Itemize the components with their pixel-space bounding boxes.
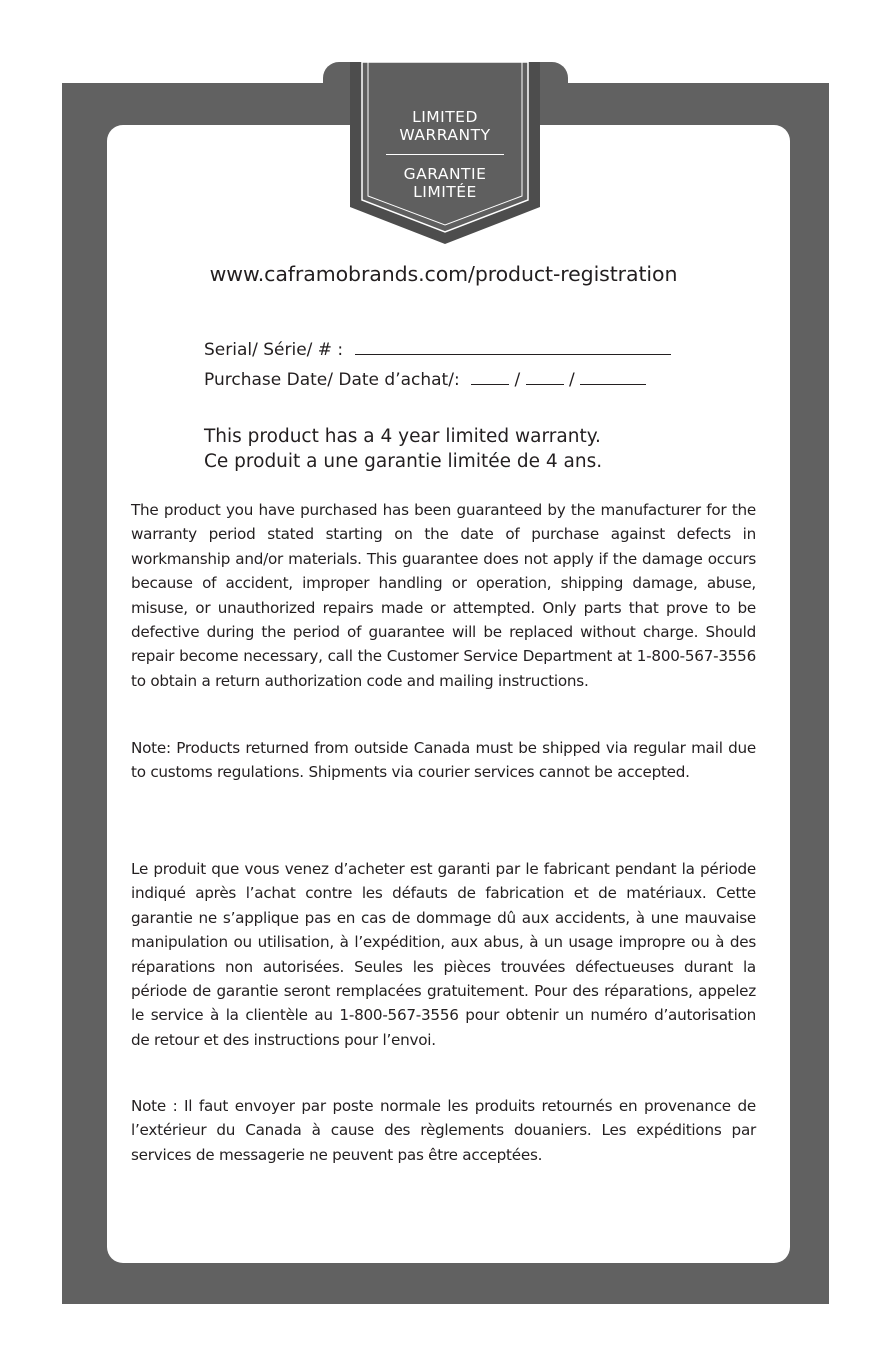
warranty-terms-fr: Le produit que vous venez d’acheter est garanti par le fabricant pendant la période indiqué après l’achat contre les défauts de fabrication et de matériaux. Cette garantie ne s’applique pas en cas de dommage dû aux accidents, à une mauvaise manipulation ou utilisation, à l’expédition, aux abus, à un usage impropre ou à des réparations non autorisées. Seules les pièces trouvées défectueuses durant la période de garantie seront remplacées gratuitement. Pour des réparations, appelez le service à la clientèle au 1-800-567-3556 pour obtenir un numéro d’autorisation de retour et des instructions pour l’envoi. (131, 860, 756, 1049)
warranty-badge (340, 62, 550, 262)
serial-blank-line[interactable] (355, 340, 671, 355)
warranty-statement-fr: Ce produit a une garantie limitée de 4 ans. (204, 451, 603, 472)
warranty-card (107, 125, 790, 1263)
date-day-blank[interactable] (471, 370, 509, 385)
serial-label: Serial/ Série/ # : (204, 340, 344, 360)
badge-line-limitee: LIMITÉE (413, 183, 477, 201)
shipping-note-en: Note: Products returned from outside Canada must be shipped via regular mail due to customs regulations. Shipments via courier services cannot be accepted. (131, 739, 756, 782)
badge-line-warranty: WARRANTY (399, 126, 491, 144)
warranty-statement-en: This product has a 4 year limited warranty. (204, 426, 601, 447)
badge-divider (386, 154, 504, 155)
purchase-date-label: Purchase Date/ Date d’achat/: (204, 370, 460, 390)
badge-line-garantie: GARANTIE (403, 165, 487, 183)
date-year-blank[interactable] (580, 370, 646, 385)
date-separator-1: / (514, 370, 521, 390)
badge-ribbon-shape (340, 62, 550, 262)
registration-url[interactable]: www.caframobrands.com/product-registration (209, 262, 678, 286)
warranty-terms-en: The product you have purchased has been guaranteed by the manufacturer for the warranty period stated starting on the date of purchase against defects in workmanship and/or materials. This guarantee does not apply if the damage occurs because of accident, improper handling or operation, shipping damage, abuse, misuse, or unauthorized repairs made or attempted. Only parts that prove to be defective during the period of guarantee will be replaced without charge. Should repair become necessary, call the Customer Service Department at 1-800-567-3556 to obtain a return authorization code and mailing instructions. (131, 501, 756, 690)
shipping-note-fr: Note : Il faut envoyer par poste normale les produits retournés en provenance de l’extérieur du Canada à cause des règlements douaniers. Les expéditions par services de messagerie ne peuvent pas être acceptées. (131, 1097, 756, 1164)
purchase-date-row (204, 370, 646, 390)
serial-row (204, 340, 671, 360)
date-month-blank[interactable] (526, 370, 564, 385)
badge-line-limited: LIMITED (412, 108, 478, 126)
date-separator-2: / (569, 370, 575, 390)
